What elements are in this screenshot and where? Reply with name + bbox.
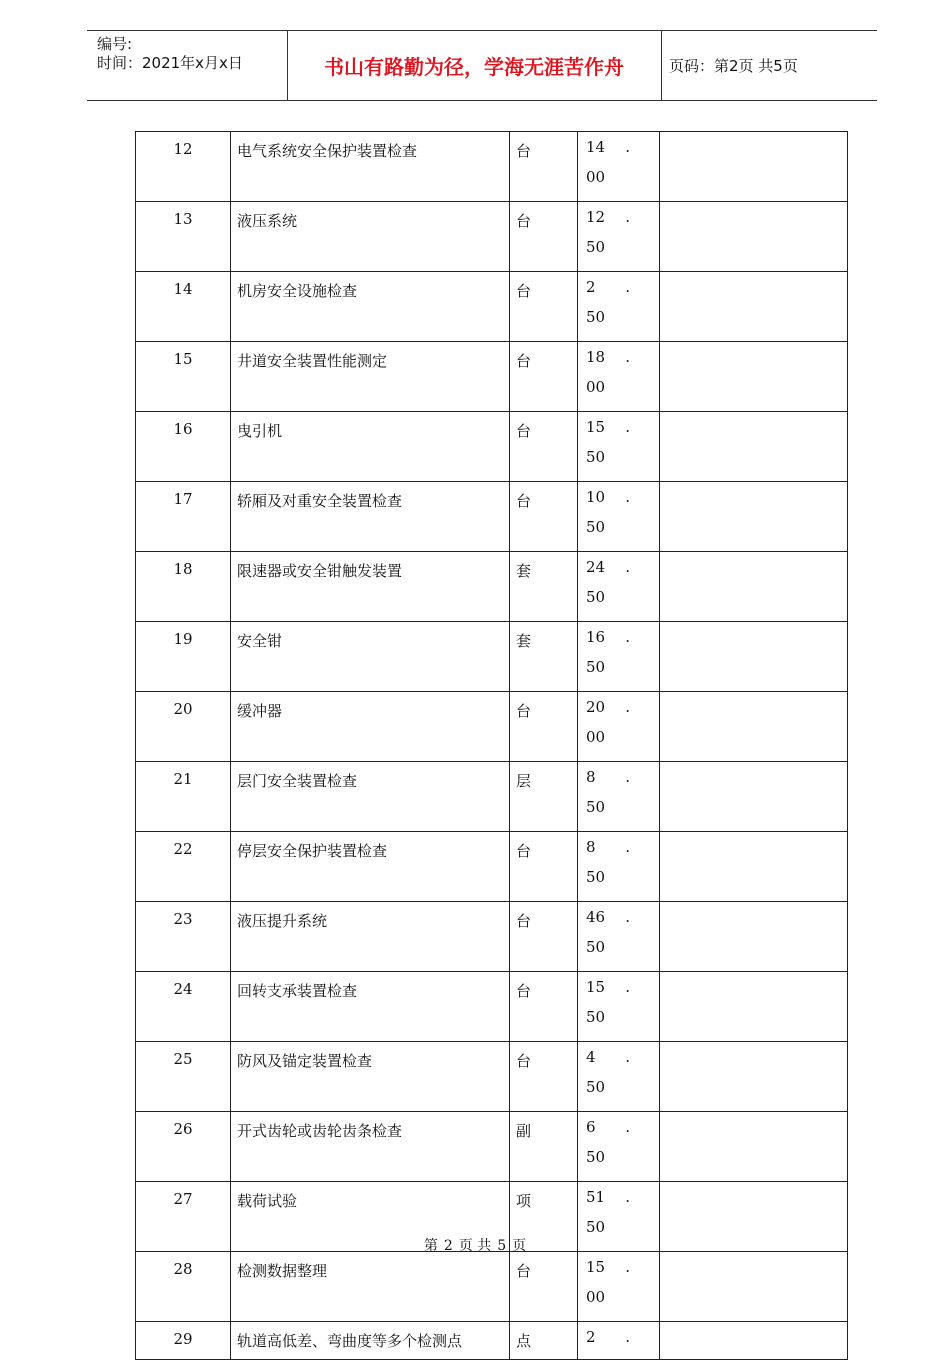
row-number: 23: [136, 902, 231, 972]
table-row: [136, 1042, 848, 1112]
price-dot: .: [625, 418, 630, 436]
price-decimal: 50: [586, 518, 606, 536]
footer-prefix: 第: [423, 1238, 438, 1254]
row-item-name: 层门安全装置检查: [231, 762, 510, 832]
row-item-name: 曳引机: [231, 412, 510, 482]
page-header: [87, 30, 877, 101]
table-row: [136, 692, 848, 762]
row-number: 24: [136, 972, 231, 1042]
row-number: 26: [136, 1112, 231, 1182]
price-dot: .: [625, 838, 630, 856]
price-dot: .: [625, 278, 630, 296]
price-decimal: 50: [586, 238, 606, 256]
footer-suffix: 页: [512, 1238, 527, 1254]
row-remark: [660, 622, 848, 692]
row-item-name: 轨道高低差、弯曲度等多个检测点: [231, 1322, 510, 1360]
row-unit: 台: [510, 272, 578, 342]
row-number: 13: [136, 202, 231, 272]
row-price: [578, 342, 660, 412]
table-row: [136, 1322, 848, 1360]
row-item-name: 安全钳: [231, 622, 510, 692]
row-remark: [660, 552, 848, 622]
row-price: [578, 1112, 660, 1182]
row-unit: 台: [510, 1042, 578, 1112]
price-dot: .: [625, 628, 630, 646]
row-item-name: 轿厢及对重安全装置检查: [231, 482, 510, 552]
row-remark: [660, 692, 848, 762]
price-integer: 15: [586, 418, 606, 436]
row-unit: 副: [510, 1112, 578, 1182]
price-dot: .: [625, 208, 630, 226]
row-unit: 套: [510, 622, 578, 692]
price-dot: .: [625, 138, 630, 156]
row-unit: 项: [510, 1182, 578, 1252]
row-number: 16: [136, 412, 231, 482]
row-number: 27: [136, 1182, 231, 1252]
row-unit: 台: [510, 412, 578, 482]
row-remark: [660, 202, 848, 272]
price-integer: 2: [586, 1328, 596, 1346]
row-price: [578, 202, 660, 272]
price-integer: 24: [586, 558, 606, 576]
row-unit: 台: [510, 132, 578, 202]
price-decimal: 50: [586, 588, 606, 606]
price-integer: 12: [586, 208, 606, 226]
row-price: [578, 692, 660, 762]
header-page-label: 页码：第2页 共5页: [669, 57, 798, 75]
header-divider: [661, 31, 662, 100]
price-integer: 4: [586, 1048, 596, 1066]
price-integer: 15: [586, 1258, 606, 1276]
row-unit: 台: [510, 342, 578, 412]
row-remark: [660, 132, 848, 202]
row-price: [578, 482, 660, 552]
row-item-name: 液压提升系统: [231, 902, 510, 972]
price-dot: .: [625, 698, 630, 716]
table-row: [136, 552, 848, 622]
price-decimal: 50: [586, 868, 606, 886]
price-integer: 6: [586, 1118, 596, 1136]
footer-total: 5: [497, 1238, 507, 1254]
price-decimal: 00: [586, 378, 606, 396]
price-integer: 8: [586, 838, 596, 856]
table-row: [136, 1112, 848, 1182]
row-unit: 台: [510, 1252, 578, 1322]
row-number: 15: [136, 342, 231, 412]
price-dot: .: [625, 1188, 630, 1206]
price-integer: 2: [586, 278, 596, 296]
row-price: [578, 1252, 660, 1322]
header-motto: 书山有路勤为径，学海无涯苦作舟: [324, 55, 624, 79]
header-meta: [97, 35, 243, 73]
price-decimal: 50: [586, 448, 606, 466]
row-unit: 台: [510, 972, 578, 1042]
price-decimal: 50: [586, 938, 606, 956]
table-row: [136, 972, 848, 1042]
row-remark: [660, 1322, 848, 1360]
price-decimal: 50: [586, 1218, 606, 1236]
price-decimal: 50: [586, 1148, 606, 1166]
price-integer: 46: [586, 908, 606, 926]
row-price: [578, 412, 660, 482]
serial-label: 编号:: [97, 35, 133, 53]
price-integer: 18: [586, 348, 606, 366]
table-row: [136, 832, 848, 902]
price-dot: .: [625, 1328, 630, 1346]
price-decimal: 50: [586, 1078, 606, 1096]
row-price: [578, 132, 660, 202]
row-unit: 台: [510, 832, 578, 902]
row-unit: 台: [510, 902, 578, 972]
table-row: [136, 902, 848, 972]
price-decimal: 00: [586, 728, 606, 746]
row-remark: [660, 272, 848, 342]
row-number: 25: [136, 1042, 231, 1112]
price-dot: .: [625, 488, 630, 506]
row-unit: 台: [510, 482, 578, 552]
row-item-name: 电气系统安全保护装置检查: [231, 132, 510, 202]
row-price: [578, 972, 660, 1042]
row-number: 17: [136, 482, 231, 552]
price-dot: .: [625, 768, 630, 786]
table-row: [136, 482, 848, 552]
price-dot: .: [625, 558, 630, 576]
page-footer: [0, 1235, 950, 1255]
row-remark: [660, 902, 848, 972]
row-remark: [660, 1042, 848, 1112]
row-price: [578, 1042, 660, 1112]
row-price: [578, 832, 660, 902]
row-price: [578, 1322, 660, 1360]
price-decimal: 00: [586, 168, 606, 186]
row-price: [578, 272, 660, 342]
table-row: [136, 132, 848, 202]
row-price: [578, 622, 660, 692]
footer-page: 2: [443, 1238, 453, 1254]
table-row: [136, 412, 848, 482]
table-row: [136, 622, 848, 692]
footer-mid: 页 共: [458, 1238, 492, 1254]
row-number: 21: [136, 762, 231, 832]
table-row: [136, 762, 848, 832]
price-dot: .: [625, 348, 630, 366]
row-unit: 层: [510, 762, 578, 832]
price-integer: 10: [586, 488, 606, 506]
price-integer: 8: [586, 768, 596, 786]
row-number: 18: [136, 552, 231, 622]
row-item-name: 防风及锚定装置检查: [231, 1042, 510, 1112]
price-decimal: 50: [586, 308, 606, 326]
time-label: 时间：2021年x月x日: [97, 54, 243, 72]
row-item-name: 井道安全装置性能测定: [231, 342, 510, 412]
row-remark: [660, 482, 848, 552]
row-remark: [660, 1252, 848, 1322]
row-remark: [660, 412, 848, 482]
row-remark: [660, 342, 848, 412]
row-remark: [660, 832, 848, 902]
price-dot: .: [625, 1048, 630, 1066]
row-price: [578, 762, 660, 832]
row-price: [578, 902, 660, 972]
row-number: 14: [136, 272, 231, 342]
price-dot: .: [625, 1258, 630, 1276]
items-table: [135, 131, 848, 1360]
price-integer: 20: [586, 698, 606, 716]
row-unit: 点: [510, 1322, 578, 1360]
price-integer: 14: [586, 138, 606, 156]
row-item-name: 载荷试验: [231, 1182, 510, 1252]
table-row: [136, 202, 848, 272]
row-remark: [660, 762, 848, 832]
row-unit: 套: [510, 552, 578, 622]
row-number: 19: [136, 622, 231, 692]
row-number: 20: [136, 692, 231, 762]
row-item-name: 检测数据整理: [231, 1252, 510, 1322]
row-unit: 台: [510, 692, 578, 762]
row-item-name: 机房安全设施检查: [231, 272, 510, 342]
price-decimal: 50: [586, 798, 606, 816]
price-integer: 15: [586, 978, 606, 996]
price-decimal: 50: [586, 1008, 606, 1026]
row-remark: [660, 1112, 848, 1182]
price-dot: .: [625, 1118, 630, 1136]
row-item-name: 液压系统: [231, 202, 510, 272]
price-dot: .: [625, 908, 630, 926]
row-item-name: 停层安全保护装置检查: [231, 832, 510, 902]
row-item-name: 开式齿轮或齿轮齿条检查: [231, 1112, 510, 1182]
row-item-name: 限速器或安全钳触发装置: [231, 552, 510, 622]
price-decimal: 50: [586, 658, 606, 676]
row-number: 12: [136, 132, 231, 202]
table-row: [136, 1252, 848, 1322]
row-item-name: 回转支承装置检查: [231, 972, 510, 1042]
row-number: 28: [136, 1252, 231, 1322]
price-dot: .: [625, 978, 630, 996]
table-row: [136, 272, 848, 342]
row-item-name: 缓冲器: [231, 692, 510, 762]
row-unit: 台: [510, 202, 578, 272]
row-price: [578, 552, 660, 622]
row-number: 29: [136, 1322, 231, 1360]
row-remark: [660, 972, 848, 1042]
price-integer: 51: [586, 1188, 606, 1206]
table-row: [136, 342, 848, 412]
price-integer: 16: [586, 628, 606, 646]
price-decimal: 00: [586, 1288, 606, 1306]
row-number: 22: [136, 832, 231, 902]
